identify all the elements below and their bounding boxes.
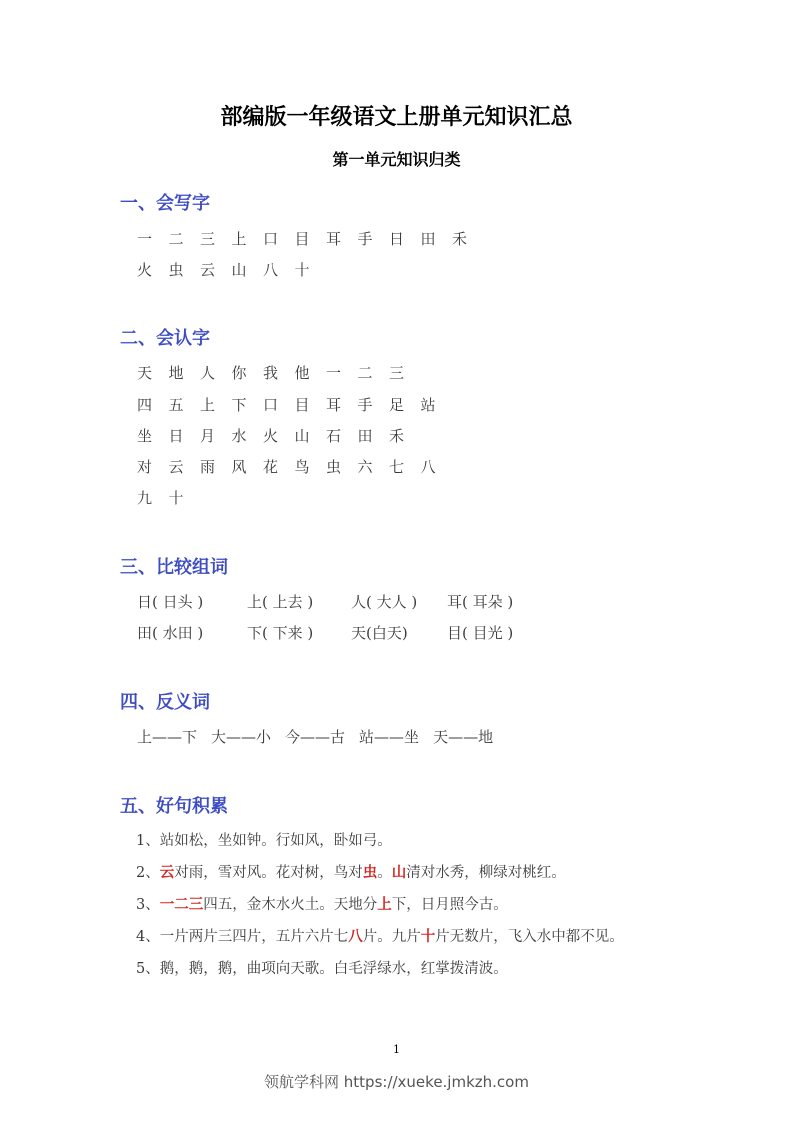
character: 虫 — [168, 261, 184, 279]
character: 十 — [168, 489, 184, 507]
compare-item: 人( 大人 ) — [351, 593, 418, 611]
character: 我 — [263, 364, 279, 382]
character: 口 — [263, 396, 279, 414]
sentence-text: 。 — [377, 865, 392, 881]
character: 田 — [357, 427, 373, 445]
compare-item: 天(白天) — [351, 624, 408, 642]
character: 上 — [231, 230, 247, 248]
character: 五 — [168, 396, 184, 414]
character: 火 — [263, 427, 279, 445]
character: 下 — [231, 396, 247, 414]
character: 虫 — [326, 458, 342, 476]
character: 七 — [389, 458, 405, 476]
write-row-1 — [137, 228, 484, 252]
section-heading-antonyms: 四、反义词 — [120, 692, 210, 713]
antonyms-row — [137, 726, 507, 750]
write-row-2 — [137, 259, 326, 283]
compare-row-1 — [137, 591, 513, 615]
antonym-pair: 今——古 — [285, 728, 346, 746]
sentence-text: 对雨，雪对风。花对树，鸟对 — [174, 865, 363, 881]
compare-item: 下( 下来 ) — [247, 624, 314, 642]
character: 禾 — [389, 427, 405, 445]
character: 石 — [326, 427, 342, 445]
section-heading-compare: 三、比较组词 — [120, 557, 228, 578]
compare-item: 目( 目光 ) — [447, 624, 514, 642]
sentence-5: 5、鹅，鹅，鹅，曲项向天歌。白毛浮绿水，红掌拨清波。 — [136, 961, 508, 977]
character: 水 — [231, 427, 247, 445]
character: 目 — [294, 396, 310, 414]
highlight-word: 一二三 — [159, 896, 204, 913]
antonym-pair: 天——地 — [433, 728, 494, 746]
sentence-text: 2、 — [136, 865, 160, 881]
character: 雨 — [200, 458, 216, 476]
highlight-word: 八 — [348, 928, 363, 945]
sentence-text: 4、一片两片三四片，五片六片七 — [136, 929, 349, 945]
character: 火 — [137, 261, 153, 279]
highlight-word: 上 — [377, 896, 392, 913]
character: 耳 — [326, 230, 342, 248]
sentence-2 — [136, 861, 566, 882]
recognize-row-3 — [137, 425, 421, 449]
character: 八 — [420, 458, 436, 476]
character: 八 — [263, 261, 279, 279]
compare-item: 上( 上去 ) — [247, 593, 314, 611]
character: 人 — [200, 364, 216, 382]
recognize-row-2 — [137, 394, 452, 418]
character: 十 — [294, 261, 310, 279]
antonym-pair: 上——下 — [137, 728, 198, 746]
character: 天 — [137, 364, 153, 382]
character: 日 — [168, 427, 184, 445]
section-heading-sentences: 五、好句积累 — [120, 796, 228, 817]
sentence-3 — [136, 893, 508, 914]
character: 手 — [357, 396, 373, 414]
section-heading-recognize: 二、会认字 — [120, 328, 210, 349]
character: 三 — [200, 230, 216, 248]
sentence-text: 3、 — [136, 897, 160, 913]
compare-item: 田( 水田 ) — [137, 624, 204, 642]
character: 一 — [137, 230, 153, 248]
sentence-1: 1、站如松，坐如钟。行如风，卧如弓。 — [136, 833, 392, 849]
highlight-word: 云 — [159, 864, 175, 881]
character: 上 — [200, 396, 216, 414]
sentence-4 — [136, 925, 624, 946]
character: 二 — [357, 364, 373, 382]
sentence-text: 下，日月照今古。 — [391, 897, 508, 913]
character: 耳 — [326, 396, 342, 414]
character: 对 — [137, 458, 153, 476]
recognize-row-5 — [137, 487, 200, 511]
sentence-text: 片。九片 — [362, 929, 421, 945]
character: 鸟 — [294, 458, 310, 476]
recognize-row-1 — [137, 362, 421, 386]
recognize-row-4 — [137, 456, 452, 480]
sentence-text: 清对水秀，柳绿对桃红。 — [406, 865, 566, 881]
character: 你 — [231, 364, 247, 382]
document-title: 部编版一年级语文上册单元知识汇总 — [220, 105, 573, 130]
character: 足 — [389, 396, 405, 414]
character: 二 — [168, 230, 184, 248]
sentence-text: 四五，金木水火土。天地分 — [203, 897, 378, 913]
highlight-word: 山 — [391, 864, 407, 881]
character: 月 — [200, 427, 216, 445]
compare-row-2 — [137, 622, 513, 646]
character: 三 — [389, 364, 405, 382]
compare-item: 耳( 耳朵 ) — [447, 593, 514, 611]
sentence-text: 片无数片，飞入水中都不见。 — [435, 929, 624, 945]
character: 一 — [326, 364, 342, 382]
character: 风 — [231, 458, 247, 476]
compare-item: 日( 日头 ) — [137, 593, 204, 611]
document-subtitle: 第一单元知识归类 — [332, 150, 461, 169]
character: 九 — [137, 489, 153, 507]
character: 云 — [200, 261, 216, 279]
page-number: 1 — [393, 1043, 400, 1056]
footer-watermark: 领航学科网 https://xueke.jmkzh.com — [264, 1073, 529, 1091]
section-heading-write: 一、会写字 — [120, 193, 210, 214]
highlight-word: 十 — [420, 928, 436, 945]
antonym-pair: 站——坐 — [359, 728, 420, 746]
character: 四 — [137, 396, 153, 414]
character: 六 — [357, 458, 373, 476]
character: 山 — [294, 427, 310, 445]
character: 地 — [168, 364, 184, 382]
character: 山 — [231, 261, 247, 279]
character: 手 — [357, 230, 373, 248]
character: 日 — [389, 230, 405, 248]
character: 云 — [168, 458, 184, 476]
character: 田 — [420, 230, 436, 248]
character: 目 — [294, 230, 310, 248]
character: 坐 — [137, 427, 153, 445]
character: 禾 — [452, 230, 468, 248]
character: 花 — [263, 458, 279, 476]
character: 口 — [263, 230, 279, 248]
highlight-word: 虫 — [362, 864, 378, 881]
character: 他 — [294, 364, 310, 382]
character: 站 — [420, 396, 436, 414]
antonym-pair: 大——小 — [211, 728, 272, 746]
